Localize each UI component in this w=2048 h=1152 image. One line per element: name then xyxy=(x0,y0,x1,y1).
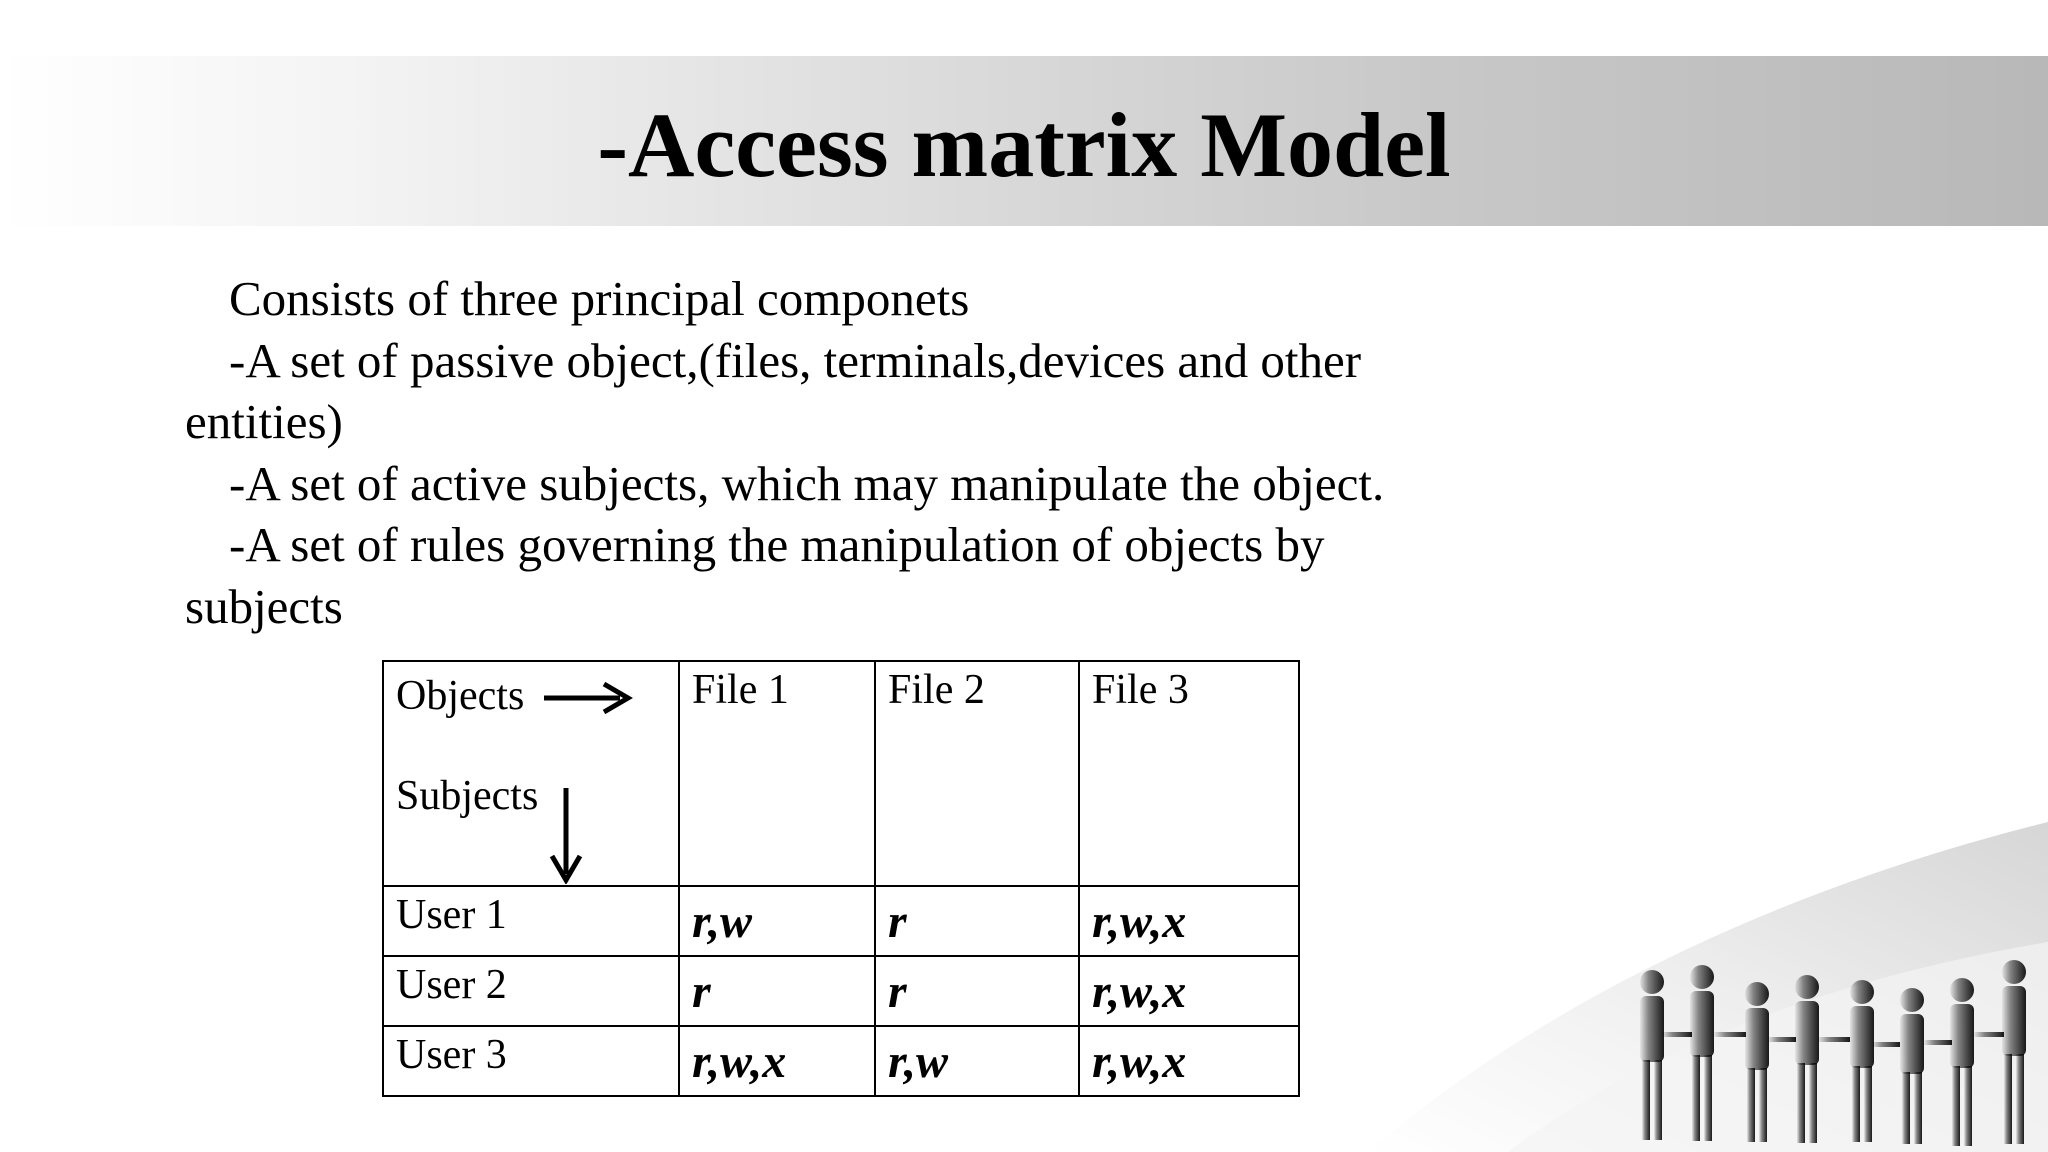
objects-label: Objects xyxy=(396,673,525,719)
table-cell xyxy=(679,956,875,1026)
body-line: -A set of active subjects, which may manipulate the object. xyxy=(229,455,1385,511)
people-holding-hands-decoration xyxy=(1248,732,2048,1152)
table-header-row xyxy=(383,661,1299,886)
column-header-file-3: File 3 xyxy=(1079,661,1299,886)
body-line: -A set of passive object,(files, terminals,devices and other xyxy=(229,332,1362,388)
subjects-label: Subjects xyxy=(396,773,539,819)
table-cell xyxy=(679,1026,875,1096)
body-line: Consists of three principal componets xyxy=(229,271,970,326)
table-row xyxy=(383,1026,1299,1096)
arrow-down-icon xyxy=(546,786,586,884)
row-header-user-2: User 2 xyxy=(383,956,679,1026)
permission-value: r,w,x xyxy=(1092,895,1187,948)
arrow-right-icon xyxy=(542,678,634,718)
permission-value: r xyxy=(888,895,907,948)
body-line: subjects xyxy=(185,578,343,634)
column-header-file-1: File 1 xyxy=(679,661,875,886)
table-cell xyxy=(875,1026,1079,1096)
row-header-user-1: User 1 xyxy=(383,886,679,956)
slide-title: -Access matrix Model xyxy=(597,94,1451,196)
column-header-file-2: File 2 xyxy=(875,661,1079,886)
permission-value: r,w,x xyxy=(692,1035,787,1088)
body-line: entities) xyxy=(185,394,343,449)
table-corner-cell xyxy=(383,661,679,886)
row-header-user-3: User 3 xyxy=(383,1026,679,1096)
permission-value: r xyxy=(692,965,711,1018)
table-cell xyxy=(679,886,875,956)
permission-value: r,w,x xyxy=(1092,965,1187,1018)
table-cell xyxy=(875,886,1079,956)
permission-value: r,w,x xyxy=(1092,1035,1187,1088)
body-text xyxy=(185,268,1485,637)
table-row xyxy=(383,886,1299,956)
body-line: -A set of rules governing the manipulation of objects by xyxy=(229,517,1325,572)
table-row xyxy=(383,956,1299,1026)
access-matrix-table xyxy=(382,660,1300,1097)
table-cell xyxy=(875,956,1079,1026)
permission-value: r xyxy=(888,965,907,1018)
permission-value: r,w xyxy=(888,1035,949,1088)
permission-value: r,w xyxy=(692,895,753,948)
